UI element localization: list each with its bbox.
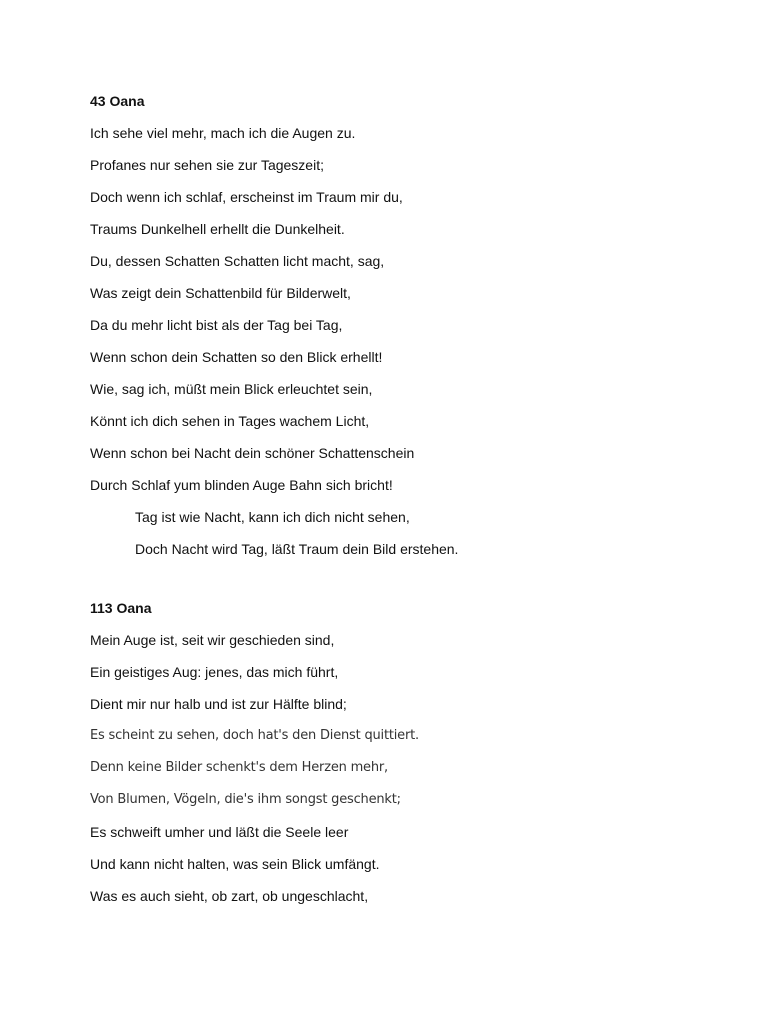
poem-line: Wie, sag ich, müßt mein Blick erleuchtet sein, xyxy=(90,381,373,397)
poem-line: Ich sehe viel mehr, mach ich die Augen zu. xyxy=(90,125,356,141)
poem-line: Es scheint zu sehen, doch hat's den Dienst quittiert. xyxy=(90,728,419,743)
poem-line: Denn keine Bilder schenkt's dem Herzen mehr, xyxy=(90,760,388,775)
poem-line: Traums Dunkelhell erhellt die Dunkelheit. xyxy=(90,221,345,237)
poem-line: Durch Schlaf yum blinden Auge Bahn sich bricht! xyxy=(90,477,393,493)
couplet-line: Tag ist wie Nacht, kann ich dich nicht sehen, xyxy=(135,509,410,525)
poem-line: Mein Auge ist, seit wir geschieden sind, xyxy=(90,632,335,648)
couplet-line: Doch Nacht wird Tag, läßt Traum dein Bild erstehen. xyxy=(135,541,459,557)
poem-43 xyxy=(90,91,730,571)
poem-line: Doch wenn ich schlaf, erscheinst im Traum mir du, xyxy=(90,189,403,205)
poem-113 xyxy=(90,598,730,918)
poem-title: 43 Oana xyxy=(90,93,145,109)
poem-line: Ein geistiges Aug: jenes, das mich führt, xyxy=(90,664,339,680)
poem-line: Es schweift umher und läßt die Seele leer xyxy=(90,824,349,840)
poem-line: Wenn schon bei Nacht dein schöner Schattenschein xyxy=(90,445,415,461)
poem-line: Könnt ich dich sehen in Tages wachem Licht, xyxy=(90,413,370,429)
poem-line: Was zeigt dein Schattenbild für Bilderwelt, xyxy=(90,285,351,301)
poem-line: Und kann nicht halten, was sein Blick umfängt. xyxy=(90,856,380,872)
poem-line: Von Blumen, Vögeln, die's ihm songst geschenkt; xyxy=(90,792,401,807)
poem-line: Wenn schon dein Schatten so den Blick erhellt! xyxy=(90,349,383,365)
poem-title: 113 Oana xyxy=(90,600,152,616)
poem-line: Dient mir nur halb und ist zur Hälfte blind; xyxy=(90,696,347,712)
poem-line: Profanes nur sehen sie zur Tageszeit; xyxy=(90,157,324,173)
poem-line: Was es auch sieht, ob zart, ob ungeschlacht, xyxy=(90,888,369,904)
poem-line: Da du mehr licht bist als der Tag bei Tag, xyxy=(90,317,343,333)
poem-line: Du, dessen Schatten Schatten licht macht, sag, xyxy=(90,253,385,269)
